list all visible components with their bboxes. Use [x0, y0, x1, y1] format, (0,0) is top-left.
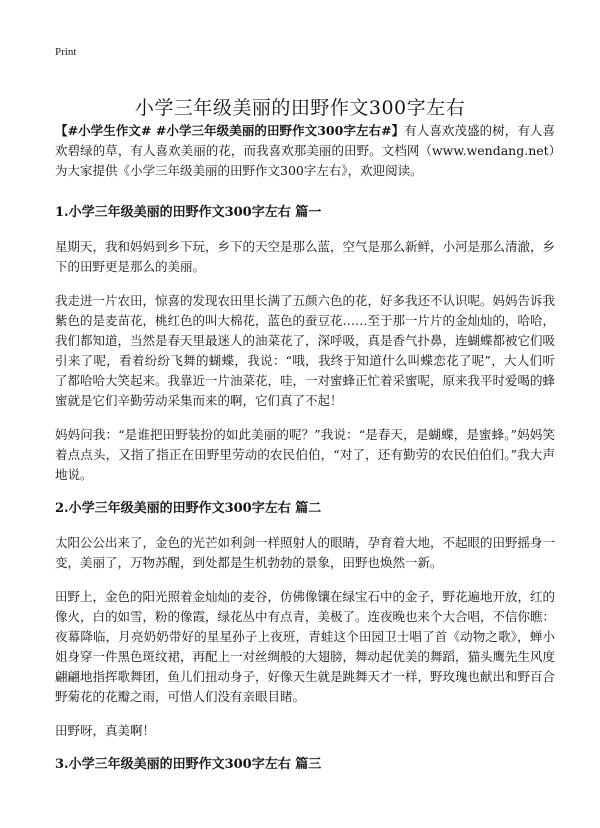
intro-paragraph — [55, 121, 555, 181]
page-title: 小学三年级美丽的田野作文300字左右 — [134, 96, 466, 119]
intro-tags: 【#小学生作文# #小学三年级美丽的田野作文300字左右#】 — [55, 123, 405, 138]
section-heading-1: 1.小学三年级美丽的田野作文300字左右 篇一 — [55, 205, 322, 220]
section-1-paragraph: 我走进一片农田，惊喜的发现农田里长满了五颜六色的花，好多我还不认识呢。妈妈告诉我紫色的是麦苗花，桃红色的叫大棉花，蓝色的蚕豆花……至于那一片片的金灿灿的，哈哈，我们都知道，当然是春天里最迷人的油菜花了，深呼吸，真是香气扑鼻，连蝴蝶都被它们吸引来了呢，看着纷纷飞舞的蝴蝶，我说：“哦，我终于知道什么叫蝶恋花了呢”，大人们听了都哈哈大笑起来。我靠近一片油菜花，哇，一对蜜蜂正忙着采蜜呢，原来我平时爱喝的蜂蜜就是它们辛勤劳动采集而来的啊，它们真了不起！ — [55, 293, 556, 408]
section-2-paragraph: 田野上，金色的阳光照着金灿灿的麦谷，仿佛像镶在绿宝石中的金子，野花遍地开放，红的像火，白的如雪，粉的像霞，绿花丛中有点青，美极了。连夜晚也来个大合唱，不信你瞧：夜幕降临，月亮奶奶带好的星星孙子上夜班，青蛙这个田园卫士唱了首《动物之歌》，蝉小姐身穿一件黑色斑纹裙，再配上一对丝绸般的大翅膀，舞动起优美的舞蹈，猫头鹰先生风度翩翩地指挥歌舞团，鱼儿们扭动身子，好像天生就是跳舞天才一样，野玫瑰也献出和野百合野菊花的花瓣之雨，可惜人们没有亲眼目睹。 — [55, 589, 556, 704]
print-label: Print — [55, 46, 77, 58]
section-heading-2: 2.小学三年级美丽的田野作文300字左右 篇二 — [55, 501, 322, 516]
section-heading-3: 3.小学三年级美丽的田野作文300字左右 篇三 — [55, 757, 322, 772]
section-2-paragraph: 田野呀，真美啊！ — [55, 723, 156, 738]
section-1-paragraph: 妈妈问我：“是谁把田野装扮的如此美丽的呢？”我说：“是春天，是蝴蝶，是蜜蜂。”妈妈笑着点点头，又指了指正在田野里劳动的农民伯伯，“对了，还有勤劳的农民伯伯们。”我大声地说。 — [55, 427, 555, 482]
section-1-paragraph: 星期天，我和妈妈到乡下玩，乡下的天空是那么蓝，空气是那么新鲜，小河是那么清澈，乡下的田野更是那么的美丽。 — [55, 239, 556, 274]
section-2-paragraph: 太阳公公出来了，金色的光芒如利剑一样照射人的眼睛，孕育着大地，不起眼的田野摇身一变，美丽了，万物苏醒，到处都是生机勃勃的景象，田野也焕然一新。 — [55, 535, 556, 570]
intro-text: 有人喜欢茂盛的树，有人喜欢碧绿的草，有人喜欢美丽的花，而我喜欢那美丽的田野。文档网（www.wendang.net）为大家提供《小学三年级美丽的田野作文300字左右》，欢迎阅读。 — [55, 123, 555, 178]
article-body — [55, 121, 555, 789]
